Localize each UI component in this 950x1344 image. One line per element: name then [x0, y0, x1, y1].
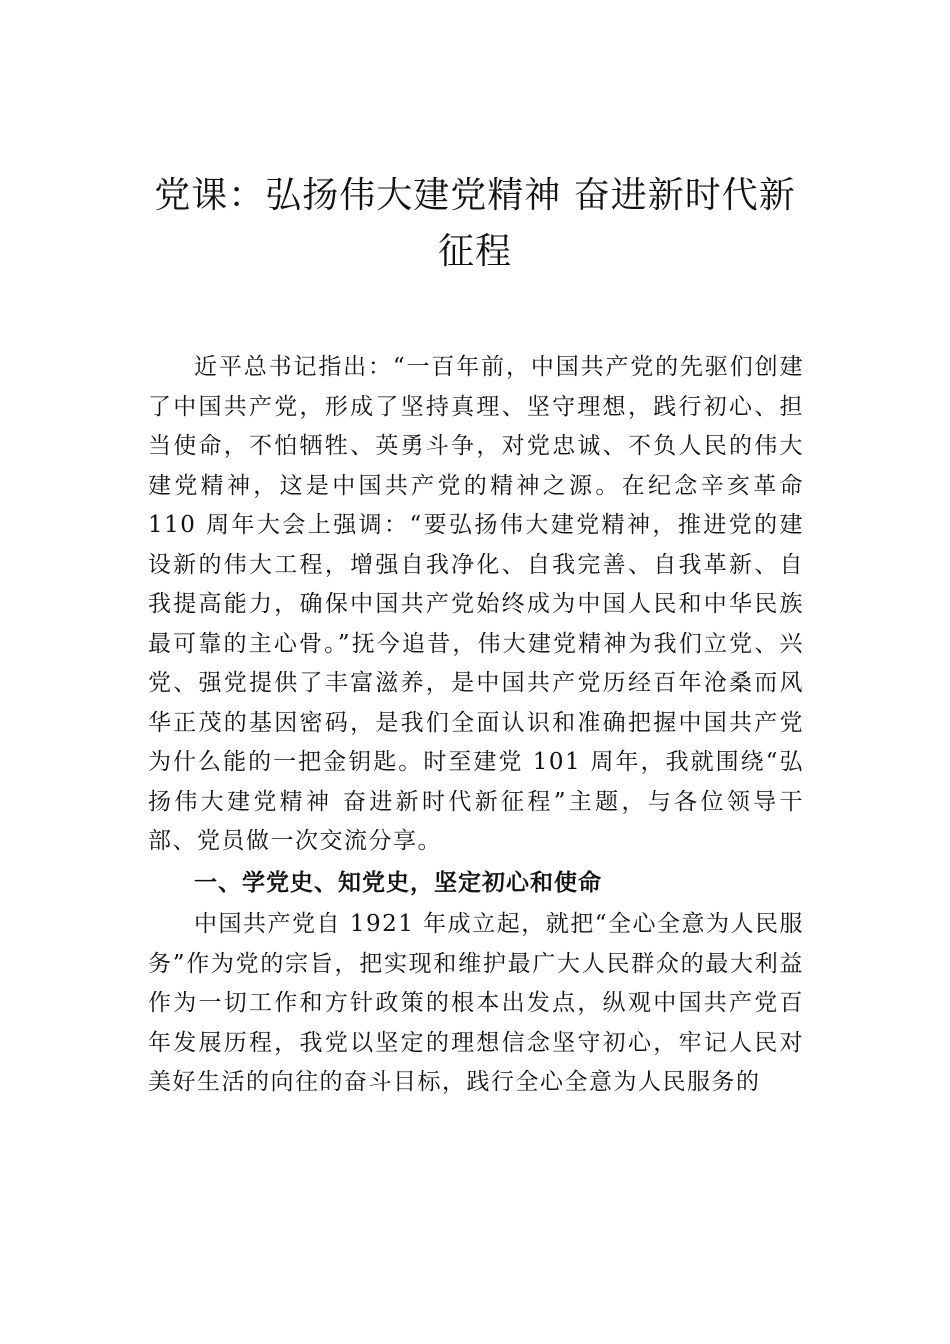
document-title: 党课：弘扬伟大建党精神 奋进新时代新征程 — [154, 175, 796, 272]
intro-paragraph: 近平总书记指出：“一百年前，中国共产党的先驱们创建了中国共产党，形成了坚持真理、坚守理想，践行初心、担当使命，不怕牺牲、英勇斗争，对党忠诚、不负人民的伟大建党精神，这是中国共产党的精神之源。在纪念辛亥革命 110 周年大会上强调：“要弘扬伟大建党精神，推进党的建设新的伟大工程，增强自我净化、自我完善、自我革新、自我提高能力，确保中国共产党始终成为中国人民和中华民族最可靠的主心骨。”抚今追昔，伟大建党精神为我们立党、兴党、强党提供了丰富滋养，是中国共产党历经百年沧桑而风华正茂的基因密码，是我们全面认识和准确把握中国共产党为什么能的一把金钥匙。时至建党 101 周年，我就围绕“弘扬伟大建党精神 奋进新时代新征程”主题，与各位领导干部、党员做一次交流分享。 — [148, 354, 804, 854]
section-heading: 一、学党史、知党史，坚定初心和使命 — [194, 869, 602, 896]
document-body — [148, 348, 804, 1103]
section-paragraph: 中国共产党自 1921 年成立起，就把“全心全意为人民服务”作为党的宗旨，把实现和维护最广大人民群众的最大利益作为一切工作和方针政策的根本出发点，纵观中国共产党百年发展历程，我党以坚定的理想信念坚守初心，牢记人民对美好生活的向往的奋斗目标，践行全心全意为人民服务的 — [148, 911, 804, 1095]
